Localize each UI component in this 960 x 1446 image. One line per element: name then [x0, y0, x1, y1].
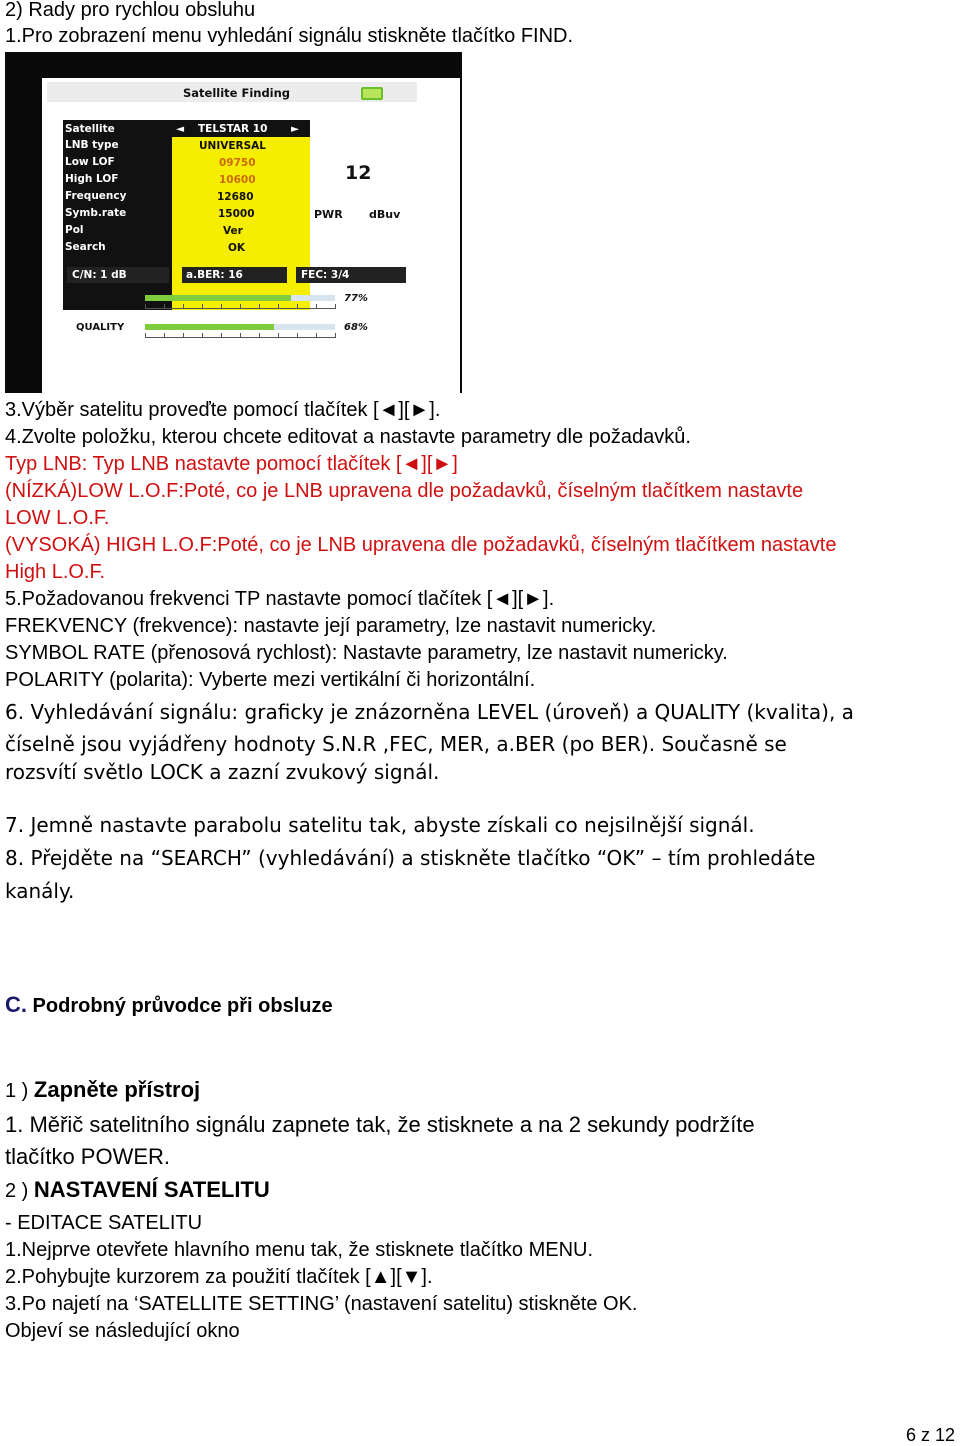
subsection-heading: [5, 1177, 270, 1204]
label-symbol-rate: Symb.rate: [65, 207, 127, 219]
pwr-label: PWR: [314, 208, 343, 221]
strength-value: 77%: [344, 293, 368, 304]
subsection-number: 2 ): [5, 1180, 34, 1202]
text-line: 4.Zvolte položku, kterou chcete editovat a nastavte parametry dle požadavků.: [5, 426, 691, 448]
text-line: - EDITACE SATELITU: [5, 1212, 203, 1234]
text-line: 1.Pro zobrazení menu vyhledání signálu stiskněte tlačítko FIND.: [5, 25, 574, 47]
text-line: 2.Pohybujte kurzorem za použití tlačítek [▲][▼].: [5, 1266, 433, 1288]
text-line: 3.Výběr satelitu proveďte pomocí tlačítek [◄][►].: [5, 399, 441, 421]
value-search: OK: [228, 242, 246, 254]
text-line: Objeví se následující okno: [5, 1320, 240, 1342]
scale-baseline: [145, 308, 335, 309]
text-line: (NÍZKÁ)LOW L.O.F:Poté, co je LNB upravena dle požadavků, číselným tlačítkem nastavte: [5, 480, 804, 502]
page-number: 6 z 12: [905, 1425, 955, 1445]
text-line: Typ LNB: Typ LNB nastavte pomocí tlačítek [◄][►]: [5, 453, 458, 475]
text-line: 3.Po najetí na ‘SATELLITE SETTING’ (nastavení satelitu) stiskněte OK.: [5, 1293, 638, 1315]
value-satellite: TELSTAR 10: [198, 123, 268, 135]
scale-tick: [335, 304, 336, 309]
label-satellite: Satellite: [65, 123, 115, 135]
text-line: (VYSOKÁ) HIGH L.O.F:Poté, co je LNB upravena dle požadavků, číselným tlačítkem nastavte: [5, 534, 837, 556]
text-line: tlačítko POWER.: [5, 1144, 171, 1169]
quality-label: QUALITY: [76, 322, 125, 333]
subsection-title: Zapněte přístroj: [33, 1077, 201, 1102]
section-heading: 2) Rady pro rychlou obsluhu: [5, 0, 256, 21]
value-pol: Ver: [223, 225, 243, 237]
subsection-number: 1 ): [5, 1080, 34, 1102]
quality-bar: [145, 324, 274, 330]
text-line: rozsvítí světlo LOCK a zazní zvukový signál.: [5, 760, 440, 784]
label-search: Search: [65, 241, 106, 253]
text-line: kanály.: [5, 879, 75, 903]
section-c-heading: [5, 992, 333, 1019]
aber-readout: a.BER: 16: [186, 269, 243, 281]
subsection-heading: [5, 1077, 200, 1104]
strength-bar: [145, 295, 291, 301]
text-line: 1. Měřič satelitního signálu zapnete tak, že stisknete a na 2 sekundy podržíte: [5, 1112, 755, 1137]
label-lnb-type: LNB type: [65, 139, 119, 151]
section-c-letter: C.: [5, 992, 27, 1017]
cn-readout: C/N: 1 dB: [72, 269, 127, 281]
section-c-title: Podrobný průvodce při obsluze: [27, 995, 333, 1017]
text-line: 7. Jemně nastavte parabolu satelitu tak, abyste získali co nejsilnější signál.: [5, 813, 755, 837]
text-line: číselně jsou vyjádřeny hodnoty S.N.R ,FEC, MER, a.BER (po BER). Současně se: [5, 732, 787, 756]
value-high-lof: 10600: [219, 174, 256, 186]
label-frequency: Frequency: [65, 190, 127, 202]
text-line: 8. Přejděte na “SEARCH” (vyhledávání) a stiskněte tlačítko “OK” – tím prohledáte: [5, 846, 816, 870]
label-high-lof: High LOF: [65, 173, 119, 185]
text-line: 1.Nejprve otevřete hlavního menu tak, že stisknete tlačítko MENU.: [5, 1239, 594, 1261]
text-line: 6. Vyhledávání signálu: graficky je znázorněna LEVEL (úroveň) a QUALITY (kvalita), a: [5, 700, 854, 724]
text-line: High L.O.F.: [5, 561, 106, 583]
text-line: 5.Požadovanou frekvenci TP nastavte pomocí tlačítek [◄][►].: [5, 588, 555, 610]
scale-baseline: [145, 337, 335, 338]
value-frequency: 12680: [217, 191, 254, 203]
value-lnb-type: UNIVERSAL: [199, 140, 266, 152]
value-symbol-rate: 15000: [218, 208, 255, 220]
arrow-left-icon[interactable]: ◄: [176, 123, 185, 135]
label-low-lof: Low LOF: [65, 156, 115, 168]
text-line: LOW L.O.F.: [5, 507, 110, 529]
subsection-title: NASTAVENÍ SATELITU: [33, 1177, 270, 1202]
level-value: 12: [345, 162, 372, 184]
fec-readout: FEC: 3/4: [301, 269, 350, 281]
value-low-lof: 09750: [219, 157, 256, 169]
text-line: SYMBOL RATE (přenosová rychlost): Nastavte parametry, lze nastavit numericky.: [5, 642, 728, 664]
battery-icon: [361, 87, 383, 100]
scale-tick: [335, 333, 336, 338]
arrow-right-icon[interactable]: ►: [291, 123, 300, 135]
quality-value: 68%: [344, 322, 368, 333]
satellite-finding-screenshot: [5, 52, 462, 393]
unit-label: dBuv: [369, 208, 401, 221]
screen-title: Satellite Finding: [183, 86, 291, 100]
text-line: FREKVENCY (frekvence): nastavte její parametry, lze nastavit numericky.: [5, 615, 657, 637]
strength-label: STRENGTH: [69, 293, 130, 304]
label-pol: Pol: [65, 224, 84, 236]
text-line: POLARITY (polarita): Vyberte mezi vertikální či horizontální.: [5, 669, 536, 691]
